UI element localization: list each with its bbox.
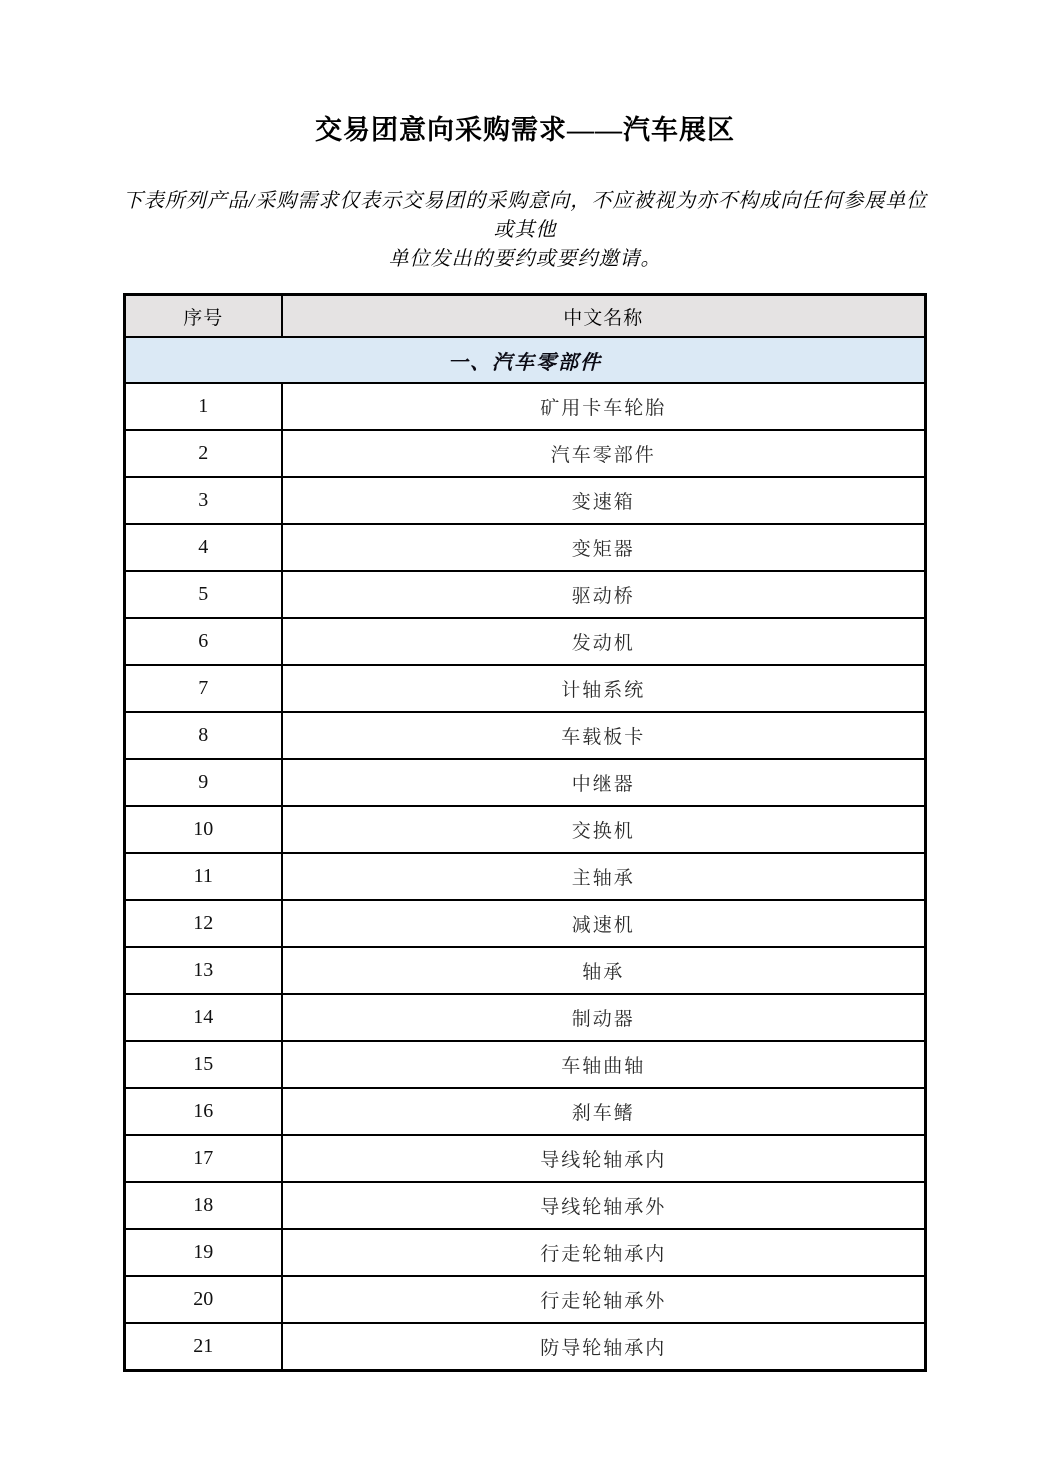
row-name-cell: 发动机 [282,618,926,665]
row-name-cell: 交换机 [282,806,926,853]
intro-line-1: 下表所列产品/采购需求仅表示交易团的采购意向，不应被视为亦不构成向任何参展单位或其他 [122,190,928,241]
column-header-name: 中文名称 [282,295,926,338]
row-number-cell: 7 [125,665,282,712]
table-row [125,1041,926,1088]
table-row [125,759,926,806]
row-name-cell: 轴承 [282,947,926,994]
table-row [125,618,926,665]
row-name-cell: 导线轮轴承外 [282,1182,926,1229]
row-number-cell: 15 [125,1041,282,1088]
table-header-row [125,295,926,338]
row-name-cell: 车载板卡 [282,712,926,759]
row-name-cell: 行走轮轴承内 [282,1229,926,1276]
row-number-cell: 19 [125,1229,282,1276]
table-row [125,1135,926,1182]
row-number-cell: 4 [125,524,282,571]
table-row [125,806,926,853]
row-number-cell: 3 [125,477,282,524]
row-number-cell: 1 [125,383,282,430]
row-number-cell: 13 [125,947,282,994]
row-name-cell: 减速机 [282,900,926,947]
row-name-cell: 变速箱 [282,477,926,524]
row-number-cell: 14 [125,994,282,1041]
row-name-cell: 制动器 [282,994,926,1041]
table-row [125,853,926,900]
row-number-cell: 20 [125,1276,282,1323]
table-row [125,1323,926,1371]
intro-line-2: 单位发出的要约或要约邀请。 [388,248,662,270]
row-name-cell: 汽车零部件 [282,430,926,477]
row-number-cell: 18 [125,1182,282,1229]
row-number-cell: 6 [125,618,282,665]
table-row [125,665,926,712]
section-header-cell: 一、汽车零部件 [125,337,926,383]
table-row [125,1276,926,1323]
row-number-cell: 12 [125,900,282,947]
table-row [125,1229,926,1276]
table-row [125,712,926,759]
table-row [125,383,926,430]
row-number-cell: 9 [125,759,282,806]
row-name-cell: 防导轮轴承内 [282,1323,926,1371]
row-name-cell: 导线轮轴承内 [282,1135,926,1182]
row-name-cell: 驱动桥 [282,571,926,618]
table-row [125,1088,926,1135]
row-name-cell: 计轴系统 [282,665,926,712]
page-title: 交易团意向采购需求——汽车展区 [315,115,735,145]
row-name-cell: 矿用卡车轮胎 [282,383,926,430]
table-row [125,994,926,1041]
procurement-table [123,293,927,1372]
row-number-cell: 5 [125,571,282,618]
row-number-cell: 11 [125,853,282,900]
row-name-cell: 车轴曲轴 [282,1041,926,1088]
table-body [125,337,926,1371]
table-row [125,571,926,618]
row-number-cell: 17 [125,1135,282,1182]
column-header-no: 序号 [125,295,282,338]
table-row [125,524,926,571]
row-name-cell: 中继器 [282,759,926,806]
row-name-cell: 刹车鳍 [282,1088,926,1135]
section-header-row [125,337,926,383]
row-number-cell: 8 [125,712,282,759]
row-number-cell: 2 [125,430,282,477]
table-row [125,430,926,477]
table-row [125,947,926,994]
row-number-cell: 21 [125,1323,282,1371]
intro-paragraph [115,187,935,274]
row-name-cell: 变矩器 [282,524,926,571]
row-name-cell: 主轴承 [282,853,926,900]
table-row [125,1182,926,1229]
table-row [125,477,926,524]
row-name-cell: 行走轮轴承外 [282,1276,926,1323]
row-number-cell: 16 [125,1088,282,1135]
row-number-cell: 10 [125,806,282,853]
table-row [125,900,926,947]
